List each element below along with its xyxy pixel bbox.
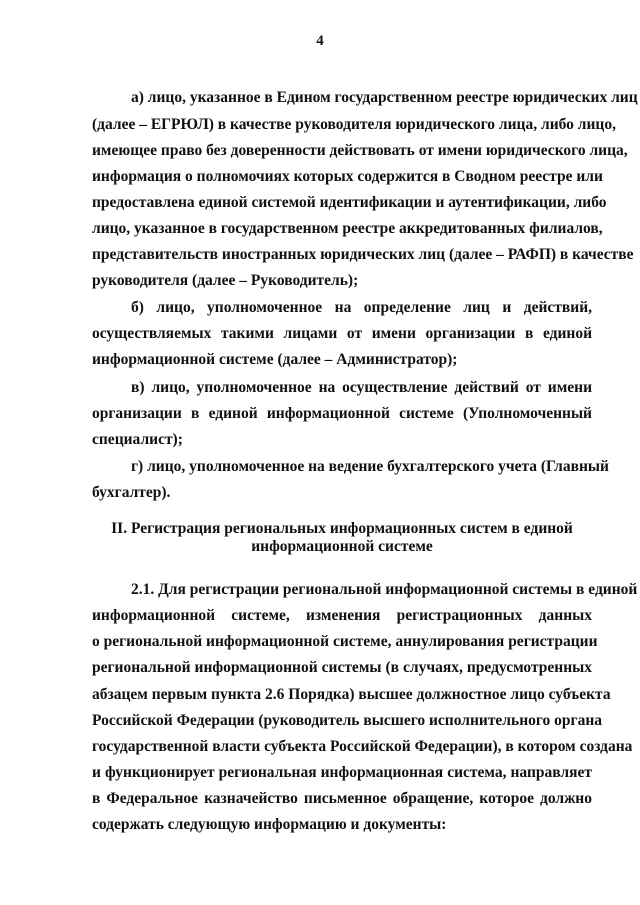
paragraph-a-line: руководителя (далее – Руководитель); bbox=[92, 272, 359, 289]
page-number: 4 bbox=[316, 33, 324, 49]
paragraph-a-line: (далее – ЕГРЮЛ) в качестве руководителя юридического лица, либо лицо, bbox=[92, 116, 616, 133]
paragraph-b-line: информационной системе (далее – Администратор); bbox=[92, 351, 458, 368]
paragraph-2-1-line: содержать следующую информацию и документы: bbox=[92, 816, 447, 833]
paragraph-2-1-line: Российской Федерации (руководитель высшего исполнительного органа bbox=[92, 712, 603, 729]
section-heading: информационной системе bbox=[251, 538, 433, 555]
paragraph-a-line: лицо, указанное в государственном реестре аккредитованных филиалов, bbox=[92, 220, 603, 237]
paragraph-a-line: а) лицо, указанное в Едином государственном реестре юридических лиц bbox=[131, 89, 638, 106]
section-heading: II. Регистрация региональных информационных систем в единой bbox=[111, 520, 573, 537]
paragraph-b-line: осуществляемых такими лицами от имени организации в единой bbox=[92, 325, 592, 342]
paragraph-g-line: г) лицо, уполномоченное на ведение бухгалтерского учета (Главный bbox=[131, 458, 609, 475]
paragraph-v-line: специалист); bbox=[92, 431, 183, 448]
paragraph-2-1-line: абзацем первым пункта 2.6 Порядка) высшее должностное лицо субъекта bbox=[92, 686, 611, 703]
paragraph-2-1-line: о региональной информационной системе, аннулирования регистрации bbox=[92, 633, 598, 650]
paragraph-2-1-line: 2.1. Для регистрации региональной информационной системы в единой bbox=[131, 581, 638, 598]
paragraph-g-line: бухгалтер). bbox=[92, 484, 171, 501]
paragraph-a-line: предоставлена единой системой идентификации и аутентификации, либо bbox=[92, 194, 607, 211]
paragraph-2-1-line: и функционирует региональная информационная система, направляет bbox=[92, 764, 592, 781]
paragraph-2-1-line: информационной системе, изменения регистрационных данных bbox=[92, 607, 592, 624]
paragraph-v-line: организации в единой информационной системе (Уполномоченный bbox=[92, 405, 592, 422]
paragraph-b-line: б) лицо, уполномоченное на определение лиц и действий, bbox=[131, 299, 592, 316]
paragraph-2-1-line: в Федеральное казначейство письменное обращение, которое должно bbox=[92, 790, 592, 807]
paragraph-2-1-line: региональной информационной системы (в случаях, предусмотренных bbox=[92, 659, 592, 676]
paragraph-2-1-line: государственной власти субъекта Российской Федерации), в котором создана bbox=[92, 738, 633, 755]
paragraph-a-line: информация о полномочиях которых содержится в Сводном реестре или bbox=[92, 168, 603, 185]
paragraph-a-line: представительств иностранных юридических лиц (далее – РАФП) в качестве bbox=[92, 246, 634, 263]
paragraph-v-line: в) лицо, уполномоченное на осуществление действий от имени bbox=[131, 379, 592, 396]
paragraph-a-line: имеющее право без доверенности действовать от имени юридического лица, bbox=[92, 142, 628, 159]
